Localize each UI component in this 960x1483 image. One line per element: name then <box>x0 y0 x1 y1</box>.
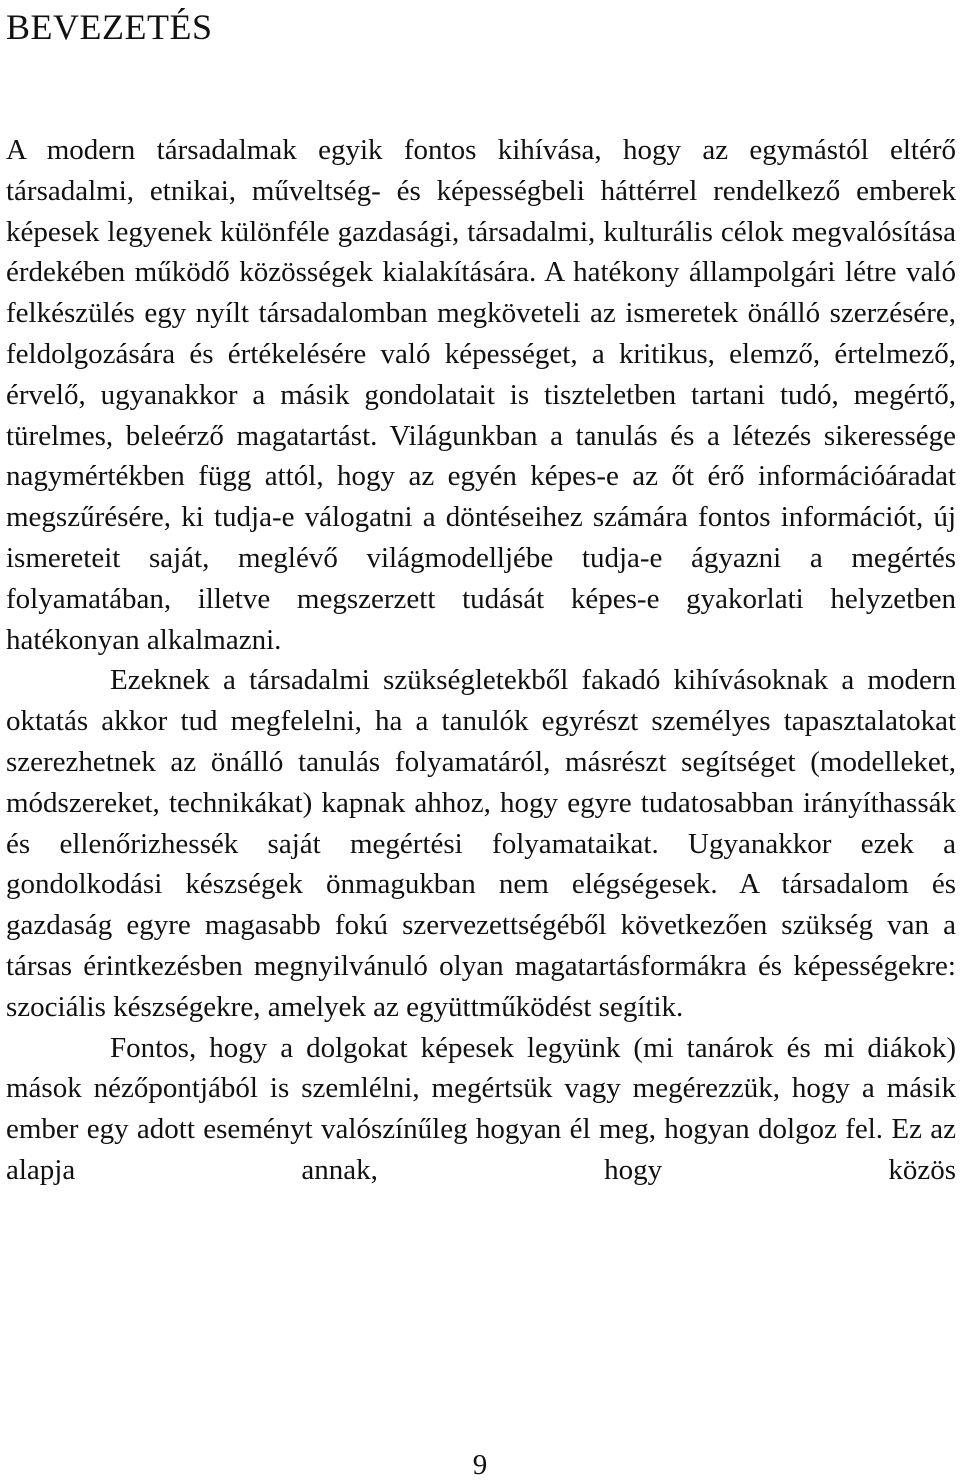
page-title: BEVEZETÉS <box>6 7 213 47</box>
paragraph-1: A modern társadalmak egyik fontos kihívása, hogy az egymástól eltérő társadalmi, etnikai, műveltség- és képességbeli háttérrel rendelkező emberek képesek legyenek különféle gazdasági, társadalmi, kulturális célok megvalósítása érdekében működő közösségek kialakítására. A hatékony állampolgári létre való felkészülés egy nyílt társadalomban megköveteli az ismeretek önálló szerzésére, feldolgozására és értékelésére való képességet, a kritikus, elemző, értelmező, érvelő, ugyanakkor a másik gondolatait is tiszteletben tartani tudó, megértő, türelmes, beleérző magatartást. Világunkban a tanulás és a létezés sikeressége nagymértékben függ attól, hogy az egyén képes-e az őt érő információáradat megszűrésére, ki tudja-e válogatni a döntéseihez számára fontos információt, új ismereteit saját, meglévő világmodelljébe tudja-e ágyazni a megértés folyamatában, illetve megszerzett tudását képes-e gyakorlati helyzetben hatékonyan alkalmazni. <box>6 134 956 656</box>
page-number: 9 <box>472 1449 488 1481</box>
paragraph-2: Ezeknek a társadalmi szükségletekből fakadó kihívásoknak a modern oktatás akkor tud megfelelni, ha a tanulók egyrészt személyes tapasztalatokat szerezhetnek az önálló tanulás folyamatáról, másrészt segítséget (modelleket, módszereket, technikákat) kapnak ahhoz, hogy egyre tudatosabban irányíthassák és ellenőrizhessék saját megértési folyamataikat. Ugyanakkor ezek a gondolkodási készségek önmagukban nem elégségesek. A társadalom és gazdaság egyre magasabb fokú szervezettségéből következően szükség van a társas érintkezésben megnyilvánuló olyan magatartásformákra és képességekre: szociális készségekre, amelyek az együttműködést segítik. <box>6 664 956 1023</box>
paragraph-3: Fontos, hogy a dolgokat képesek legyünk (mi tanárok és mi diákok) mások nézőpontjából is szemlélni, megértsük vagy megérezzük, hogy a másik ember egy adott eseményt valószínűleg hogyan él meg, hogyan dolgoz fel. Ez az alapja annak, hogy közös <box>6 1031 956 1186</box>
body-text <box>6 130 956 1191</box>
